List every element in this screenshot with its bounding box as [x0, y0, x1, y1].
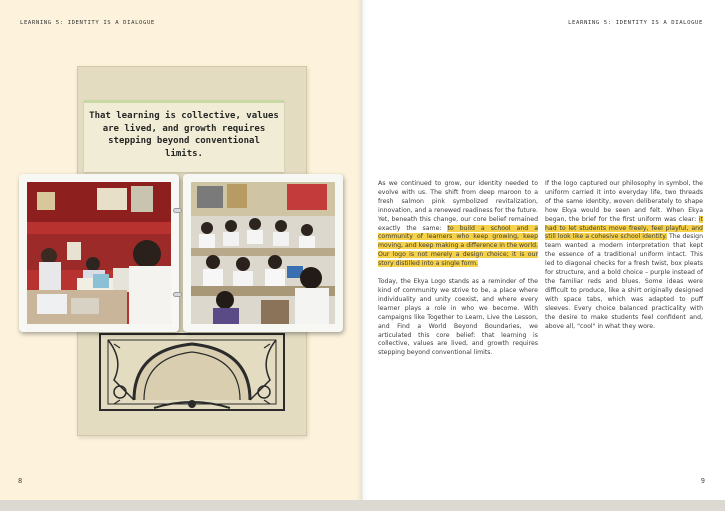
highlighted-text: it had to let students move freely, feel playful, and still look like a cohesive school identity.	[545, 215, 703, 241]
page-number-left: 8	[18, 477, 23, 485]
page-number-right: 9	[700, 477, 705, 485]
ornamental-frame	[94, 330, 290, 416]
pull-quote: That learning is collective, values are lived, and growth requires stepping beyond conventional limits.	[89, 111, 279, 159]
page-gutter	[356, 0, 368, 500]
running-head-left: LEARNING 5: IDENTITY IS A DIALOGUE	[20, 20, 155, 26]
running-head-right: LEARNING 5: IDENTITY IS A DIALOGUE	[568, 20, 703, 26]
binder-ring-top	[173, 208, 182, 213]
classroom-photo-left	[19, 174, 179, 332]
classroom-photo-right-image	[191, 182, 335, 324]
column-1-paragraph-1: As we continued to grow, our identity needed to evolve with us. The shift from deep maroon to a fresh salmon pink symbolized revitalization, innovation, and a renewed readiness for the future. Yet, beneath this change, our core belief remained exactly the same: to build a school and a community of learners who keep growing, keep moving, and keep making a difference in the world. Our logo is not merely a design choice; it is our story distilled into a single form.	[378, 180, 538, 268]
column-2-paragraph-1: If the logo captured our philosophy in symbol, the uniform carried it into everyday life, two threads of the same identity, woven deliberately to shape how Ekya would be seen and felt. When Ekya began, the brief for the first uniform was clear: it had to let students move freely, feel playful, and still look like a cohesive school identity. The design team wanted a modern interpretation that kept the essence of a traditional uniform intact. This led to diagonal checks for a fresh twist, box pleats for structure, and a bold choice – purple instead of the familiar reds and blues. Some ideas were difficult to produce, like a shirt originally designed with space tabs, which was adapted to puff sleeves. Every choice balanced practicality with the desire to make students feel confident and, above all, "cool" in what they wore.	[545, 180, 703, 330]
body-column-1	[378, 180, 538, 367]
classroom-photo-right	[183, 174, 343, 332]
classroom-photo-left-image	[27, 182, 171, 324]
page-bottom-edge	[0, 500, 725, 511]
highlighted-text: to build a school and a community of learners who keep growing, keep moving, and keep making a difference in the world. Our logo is not merely a design choice; it is our story distilled into a single form.	[378, 224, 538, 268]
binder-ring-bottom	[173, 292, 182, 297]
body-column-2	[545, 180, 703, 340]
column-1-paragraph-2: Today, the Ekya Logo stands as a reminder of the kind of community we strive to be, a place where individuality and unity coexist, and where every learner plays a role in who we become. With campaigns like Together to Learn, Live the Lesson, and Find a World Beyond Boundaries, we articulated this core belief: that learning is collective, values are lived, and growth requires stepping beyond conventional limits.	[378, 278, 538, 357]
